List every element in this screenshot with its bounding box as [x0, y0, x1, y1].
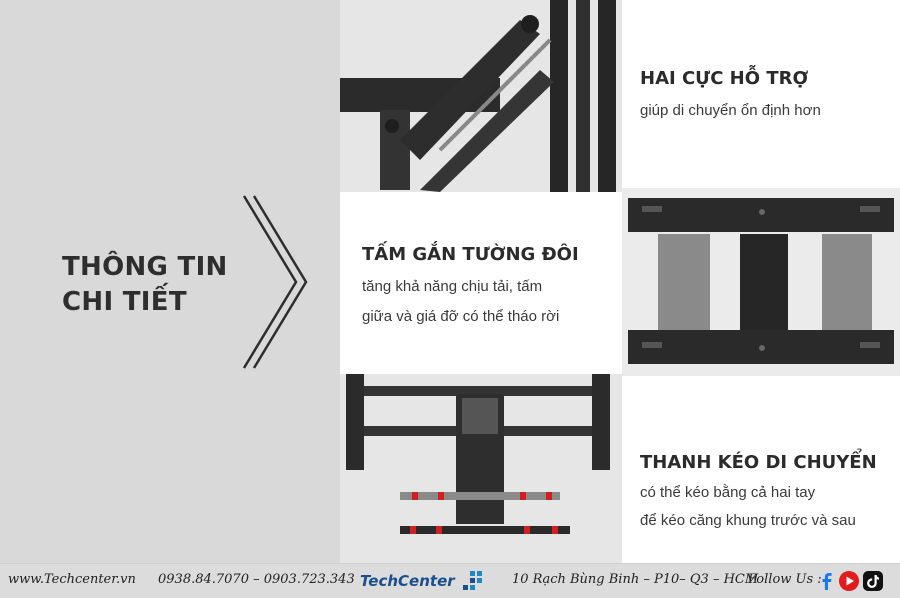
follow-us-label: Follow Us : [748, 572, 822, 587]
facebook-icon[interactable] [816, 570, 838, 592]
page-title [62, 250, 228, 320]
website-link[interactable]: www.Techcenter.vn [8, 572, 136, 587]
feature-title: HAI CỰC HỖ TRỢ [640, 68, 809, 89]
intro-panel [0, 0, 345, 563]
address: 10 Rạch Bùng Binh – P10– Q3 – HCM [512, 572, 759, 587]
techcenter-logo [358, 567, 498, 597]
feature-title: THANH KÉO DI CHUYỂN [640, 452, 877, 473]
feature-desc-line-2: để kéo căng khung trước và sau [640, 512, 856, 529]
footer-bar [0, 563, 900, 598]
chevron-right-icon [238, 192, 310, 372]
hotline-phones: 0938.84.7070 – 0903.723.343 [158, 572, 355, 587]
feature-desc-line-2: giữa và giá đỡ có thể tháo rời [362, 308, 560, 325]
pull-bar-image [340, 374, 622, 563]
feature-card-wall-plate [340, 192, 622, 374]
arm-support-image [340, 0, 622, 192]
logo-text: TechCenter [360, 572, 455, 590]
page-title-line-2: CHI TIẾT [62, 287, 187, 317]
feature-desc-line-1: có thể kéo bằng cả hai tay [640, 484, 816, 501]
tiktok-icon[interactable] [862, 570, 884, 592]
feature-card-support-poles [622, 0, 900, 188]
feature-card-pull-bar [622, 376, 900, 563]
page-title-line-1: THÔNG TIN [62, 252, 228, 282]
youtube-icon[interactable] [838, 570, 860, 592]
logo-mark-icon [458, 569, 488, 595]
feature-desc-line-1: tăng khả năng chịu tải, tấm [362, 278, 543, 295]
wall-plate-image [622, 188, 900, 376]
feature-desc: giúp di chuyển ổn định hơn [640, 102, 821, 119]
feature-title: TẤM GẮN TƯỜNG ĐÔI [362, 244, 579, 265]
